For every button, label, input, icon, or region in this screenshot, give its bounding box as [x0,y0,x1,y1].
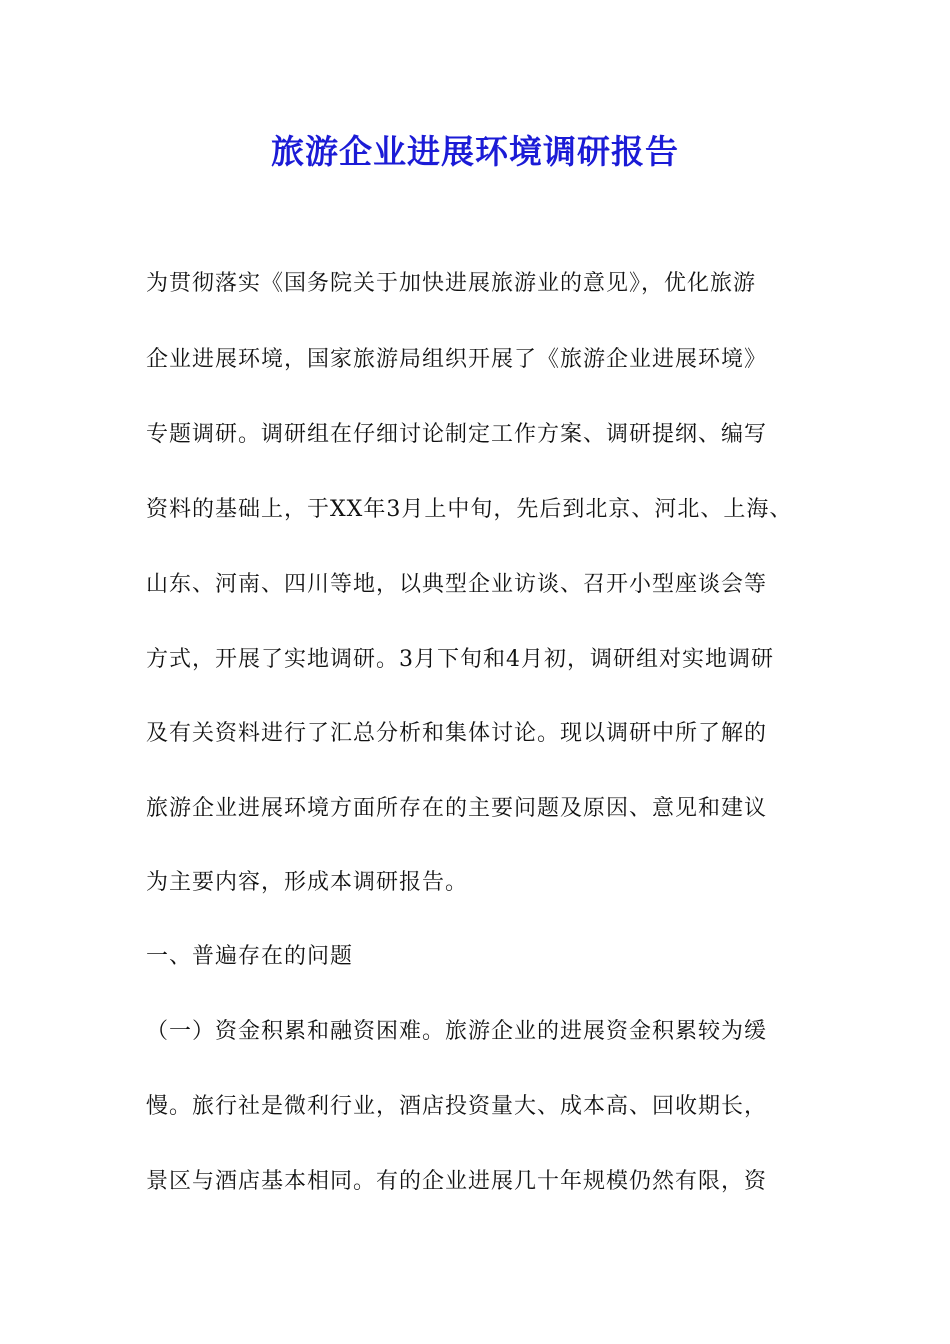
paragraph-line: 资料的基础上，于XX年3月上中旬，先后到北京、河北、上海、 [146,497,793,522]
paragraph-line: 为主要内容，形成本调研报告。 [146,870,469,895]
paragraph-line: 企业进展环境，国家旅游局组织开展了《旅游企业进展环境》 [146,347,768,372]
paragraph-line: 方式，开展了实地调研。3月下旬和4月初，调研组对实地调研 [146,647,774,672]
paragraph-line: 景区与酒店基本相同。有的企业进展几十年规模仍然有限，资 [146,1169,768,1194]
paragraph-line: 为贯彻落实《国务院关于加快进展旅游业的意见》，优化旅游 [146,271,757,296]
section-heading: 一、普遍存在的问题 [146,944,354,969]
paragraph-line: （一）资金积累和融资困难。旅游企业的进展资金积累较为缓 [146,1019,768,1044]
paragraph-line: 山东、河南、四川等地，以典型企业访谈、召开小型座谈会等 [146,572,768,597]
document-title: 旅游企业进展环境调研报告 [271,132,679,171]
paragraph-line: 及有关资料进行了汇总分析和集体讨论。现以调研中所了解的 [146,721,768,746]
paragraph-line: 旅游企业进展环境方面所存在的主要问题及原因、意见和建议 [146,796,768,821]
paragraph-line: 慢。旅行社是微利行业，酒店投资量大、成本高、回收期长， [146,1094,768,1119]
paragraph-line: 专题调研。调研组在仔细讨论制定工作方案、调研提纲、编写 [146,422,768,447]
